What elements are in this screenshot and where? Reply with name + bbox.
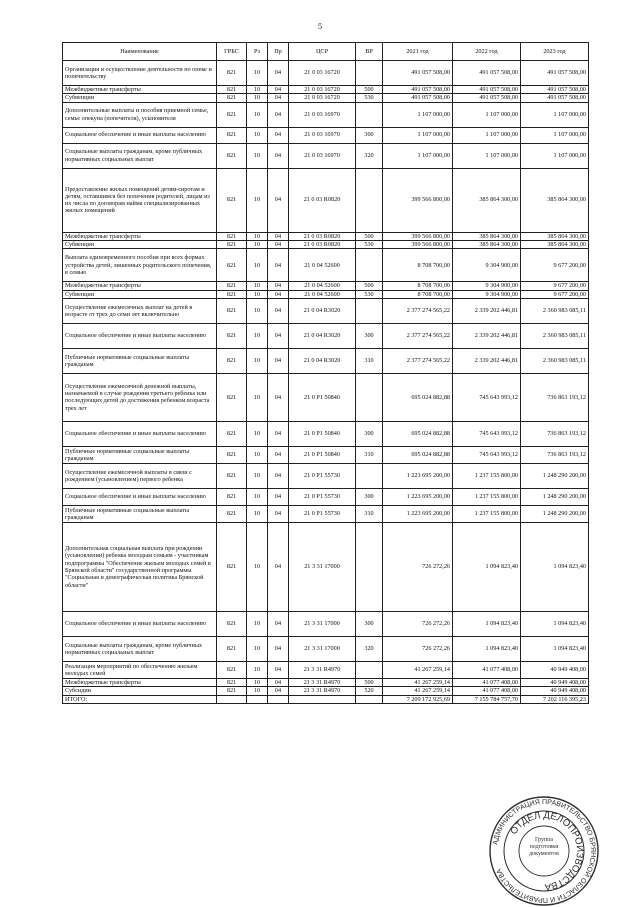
table-row <box>63 61 589 86</box>
row-2021: 491 057 508,00 <box>383 86 453 94</box>
row-vr <box>356 61 383 86</box>
table-row <box>63 240 589 248</box>
row-2023: 40 949 408,00 <box>521 687 589 695</box>
row-rz: 10 <box>247 232 268 240</box>
row-2022: 9 304 900,00 <box>453 290 521 298</box>
row-grbs: 821 <box>217 446 247 463</box>
row-2022: 1 107 000,00 <box>453 143 521 168</box>
total-empty-cell <box>356 695 383 703</box>
table-row <box>63 232 589 240</box>
row-2022: 2 339 202 446,81 <box>453 298 521 323</box>
row-name: Межбюджетные трансферты <box>63 86 217 94</box>
row-vr: 320 <box>356 636 383 661</box>
row-name: Выплата единовременного пособия при всех формах устройства детей, лишенных родительского попечения, в семью <box>63 249 217 282</box>
row-pr: 04 <box>268 446 289 463</box>
office-stamp <box>488 795 600 907</box>
row-2023: 2 360 983 085,11 <box>521 348 589 373</box>
budget-table <box>62 42 589 704</box>
row-2022: 491 057 508,00 <box>453 94 521 102</box>
header-2022: 2022 год <box>453 43 521 61</box>
row-csr: 21 3 31 17000 <box>289 522 356 611</box>
row-2023: 1 248 290 200,00 <box>521 488 589 505</box>
row-pr: 04 <box>268 94 289 102</box>
row-pr: 04 <box>268 282 289 290</box>
row-csr: 21 0 03 16970 <box>289 102 356 127</box>
row-pr: 04 <box>268 505 289 522</box>
row-pr: 04 <box>268 348 289 373</box>
header-name: Наименование <box>63 43 217 61</box>
row-csr: 21 0 03 R0820 <box>289 232 356 240</box>
row-pr: 04 <box>268 373 289 421</box>
row-2021: 695 024 882,88 <box>383 373 453 421</box>
row-grbs: 821 <box>217 636 247 661</box>
row-csr: 21 0 04 52600 <box>289 290 356 298</box>
row-name: Социальные выплаты гражданам, кроме публичных нормативных социальных выплат <box>63 636 217 661</box>
row-2022: 491 057 508,00 <box>453 61 521 86</box>
row-rz: 10 <box>247 678 268 686</box>
row-2023: 1 107 000,00 <box>521 102 589 127</box>
row-rz: 10 <box>247 290 268 298</box>
row-grbs: 821 <box>217 232 247 240</box>
row-2023: 736 863 193,12 <box>521 373 589 421</box>
row-name: Межбюджетные трансферты <box>63 232 217 240</box>
row-csr: 21 0 P1 50840 <box>289 373 356 421</box>
row-rz: 10 <box>247 143 268 168</box>
row-2021: 726 272,26 <box>383 636 453 661</box>
row-pr: 04 <box>268 636 289 661</box>
row-rz: 10 <box>247 373 268 421</box>
row-name: Публичные нормативные социальные выплаты гражданам <box>63 446 217 463</box>
row-csr: 21 0 P1 50840 <box>289 446 356 463</box>
row-grbs: 821 <box>217 463 247 488</box>
row-pr: 04 <box>268 61 289 86</box>
row-2023: 491 057 508,00 <box>521 61 589 86</box>
row-grbs: 821 <box>217 94 247 102</box>
row-2023: 385 864 300,00 <box>521 168 589 232</box>
row-pr: 04 <box>268 488 289 505</box>
row-2021: 2 377 274 565,22 <box>383 348 453 373</box>
row-2021: 41 267 259,14 <box>383 678 453 686</box>
row-2021: 695 024 882,88 <box>383 446 453 463</box>
row-grbs: 821 <box>217 86 247 94</box>
row-2021: 491 057 508,00 <box>383 61 453 86</box>
header-csr: ЦСР <box>289 43 356 61</box>
row-rz: 10 <box>247 94 268 102</box>
table-row <box>63 522 589 611</box>
row-csr: 21 0 04 R3020 <box>289 348 356 373</box>
table-row <box>63 282 589 290</box>
row-2023: 736 863 193,12 <box>521 446 589 463</box>
row-vr: 320 <box>356 143 383 168</box>
row-2021: 8 708 700,00 <box>383 282 453 290</box>
row-pr: 04 <box>268 463 289 488</box>
row-2023: 40 949 408,00 <box>521 661 589 678</box>
row-name: Субсидии <box>63 687 217 695</box>
row-2022: 1 094 823,40 <box>453 636 521 661</box>
row-pr: 04 <box>268 323 289 348</box>
row-pr: 04 <box>268 687 289 695</box>
total-empty-cell <box>217 695 247 703</box>
row-2021: 1 223 695 200,00 <box>383 505 453 522</box>
row-rz: 10 <box>247 86 268 94</box>
row-name: Осуществление ежемесячной выплаты в связи с рождением (усыновлением) первого ребенка <box>63 463 217 488</box>
table-row <box>63 94 589 102</box>
row-rz: 10 <box>247 421 268 446</box>
total-2023: 7 202 116 395,23 <box>521 695 589 703</box>
row-csr: 21 3 31 R4970 <box>289 687 356 695</box>
row-rz: 10 <box>247 168 268 232</box>
row-csr: 21 0 04 52600 <box>289 249 356 282</box>
row-2021: 491 057 508,00 <box>383 94 453 102</box>
row-vr: 500 <box>356 232 383 240</box>
row-2023: 2 360 983 085,11 <box>521 298 589 323</box>
row-csr: 21 3 31 17000 <box>289 636 356 661</box>
table-row <box>63 168 589 232</box>
row-2023: 1 094 823,40 <box>521 522 589 611</box>
row-name: Субвенции <box>63 240 217 248</box>
row-2021: 1 223 695 200,00 <box>383 463 453 488</box>
row-2022: 745 643 993,12 <box>453 421 521 446</box>
row-vr: 530 <box>356 240 383 248</box>
stamp-arc-text: ОТДЕЛ ДЕЛОПРОИЗВОДСТВА <box>508 809 586 893</box>
row-2022: 1 237 155 800,00 <box>453 463 521 488</box>
row-2022: 1 237 155 800,00 <box>453 505 521 522</box>
row-2022: 1 237 155 800,00 <box>453 488 521 505</box>
row-name: Межбюджетные трансферты <box>63 282 217 290</box>
row-csr: 21 3 31 R4970 <box>289 678 356 686</box>
row-rz: 10 <box>247 348 268 373</box>
row-vr: 310 <box>356 446 383 463</box>
row-grbs: 821 <box>217 687 247 695</box>
row-2022: 385 864 300,00 <box>453 168 521 232</box>
row-2023: 1 248 290 200,00 <box>521 463 589 488</box>
row-name: Субвенции <box>63 94 217 102</box>
table-header-row <box>63 43 589 61</box>
table-row <box>63 505 589 522</box>
table-row <box>63 298 589 323</box>
row-rz: 10 <box>247 488 268 505</box>
row-2021: 41 267 259,14 <box>383 687 453 695</box>
row-csr: 21 0 03 16720 <box>289 61 356 86</box>
row-grbs: 821 <box>217 127 247 143</box>
row-grbs: 821 <box>217 282 247 290</box>
row-2022: 1 094 823,40 <box>453 611 521 636</box>
row-2021: 726 272,26 <box>383 611 453 636</box>
row-pr: 04 <box>268 143 289 168</box>
row-2022: 9 304 900,00 <box>453 249 521 282</box>
row-2021: 1 107 000,00 <box>383 102 453 127</box>
row-vr: 300 <box>356 127 383 143</box>
row-rz: 10 <box>247 282 268 290</box>
row-name: Осуществление ежемесячной денежной выплаты, назначаемой в случае рождения третьего ребенка или последующих детей до достижения ребенком возраста трех лет <box>63 373 217 421</box>
row-rz: 10 <box>247 127 268 143</box>
row-pr: 04 <box>268 611 289 636</box>
row-2021: 399 566 800,00 <box>383 232 453 240</box>
row-rz: 10 <box>247 505 268 522</box>
header-grbs: ГРБС <box>217 43 247 61</box>
table-row <box>63 488 589 505</box>
row-rz: 10 <box>247 522 268 611</box>
header-vr: ВР <box>356 43 383 61</box>
row-2023: 1 107 000,00 <box>521 127 589 143</box>
row-rz: 10 <box>247 61 268 86</box>
row-name: Субвенции <box>63 290 217 298</box>
header-pr: Пр <box>268 43 289 61</box>
row-2022: 41 077 408,00 <box>453 687 521 695</box>
row-csr: 21 0 03 16970 <box>289 143 356 168</box>
row-name: Межбюджетные трансферты <box>63 678 217 686</box>
row-rz: 10 <box>247 661 268 678</box>
table-row <box>63 678 589 686</box>
row-vr: 300 <box>356 421 383 446</box>
row-name: Предоставление жилых помещений детям-сиротам и детям, оставшимся без попечения родителей, лицам из их числа по договорам найма специализированных жилых помещений <box>63 168 217 232</box>
total-empty-cell <box>268 695 289 703</box>
table-row <box>63 102 589 127</box>
row-vr: 500 <box>356 282 383 290</box>
table-row <box>63 290 589 298</box>
row-2023: 1 107 000,00 <box>521 143 589 168</box>
row-pr: 04 <box>268 421 289 446</box>
header-rz: Рз <box>247 43 268 61</box>
row-vr: 500 <box>356 86 383 94</box>
table-row <box>63 127 589 143</box>
row-pr: 04 <box>268 290 289 298</box>
table-row <box>63 421 589 446</box>
row-pr: 04 <box>268 86 289 94</box>
row-rz: 10 <box>247 446 268 463</box>
row-grbs: 821 <box>217 61 247 86</box>
row-rz: 10 <box>247 323 268 348</box>
row-2021: 399 566 800,00 <box>383 240 453 248</box>
row-name: Осуществление ежемесячных выплат на детей в возрасте от трех до семи лет включительно <box>63 298 217 323</box>
row-2023: 1 248 290 200,00 <box>521 505 589 522</box>
row-pr: 04 <box>268 168 289 232</box>
total-label: ИТОГО: <box>63 695 217 703</box>
table-row <box>63 687 589 695</box>
table-row <box>63 611 589 636</box>
row-2022: 2 339 202 446,81 <box>453 323 521 348</box>
total-empty-cell <box>289 695 356 703</box>
row-name: Дополнительные выплаты и пособия приемной семье, семье опекуна (попечителя), усыновителя <box>63 102 217 127</box>
row-vr <box>356 298 383 323</box>
row-csr: 21 0 04 R3020 <box>289 323 356 348</box>
row-csr: 21 0 P1 55730 <box>289 488 356 505</box>
row-vr <box>356 522 383 611</box>
header-2023: 2023 год <box>521 43 589 61</box>
total-row <box>63 695 589 703</box>
office-stamp-graphic <box>488 795 600 907</box>
row-grbs: 821 <box>217 298 247 323</box>
row-2021: 8 708 700,00 <box>383 290 453 298</box>
row-2021: 1 223 695 200,00 <box>383 488 453 505</box>
row-2021: 726 272,26 <box>383 522 453 611</box>
row-name: Социальное обеспечение и иные выплаты населению <box>63 421 217 446</box>
row-2022: 41 077 408,00 <box>453 661 521 678</box>
row-rz: 10 <box>247 611 268 636</box>
row-rz: 10 <box>247 636 268 661</box>
row-2022: 745 643 993,12 <box>453 373 521 421</box>
row-csr: 21 0 P1 50840 <box>289 421 356 446</box>
row-grbs: 821 <box>217 348 247 373</box>
row-2022: 491 057 508,00 <box>453 86 521 94</box>
row-grbs: 821 <box>217 323 247 348</box>
table-row <box>63 661 589 678</box>
row-2022: 1 094 823,40 <box>453 522 521 611</box>
row-vr <box>356 373 383 421</box>
row-2023: 9 677 200,00 <box>521 290 589 298</box>
row-2021: 2 377 274 565,22 <box>383 298 453 323</box>
row-2021: 1 107 000,00 <box>383 143 453 168</box>
table-row <box>63 249 589 282</box>
header-2021: 2021 год <box>383 43 453 61</box>
row-grbs: 821 <box>217 102 247 127</box>
row-2022: 385 864 300,00 <box>453 232 521 240</box>
row-2023: 385 864 300,00 <box>521 240 589 248</box>
row-csr: 21 0 03 16720 <box>289 86 356 94</box>
row-2023: 736 863 193,12 <box>521 421 589 446</box>
stamp-center-text: Группа подготовки документов <box>529 837 559 857</box>
row-grbs: 821 <box>217 661 247 678</box>
row-name: Социальные выплаты гражданам, кроме публичных нормативных социальных выплат <box>63 143 217 168</box>
row-grbs: 821 <box>217 168 247 232</box>
row-pr: 04 <box>268 678 289 686</box>
row-csr: 21 0 P1 55730 <box>289 463 356 488</box>
row-2022: 745 643 993,12 <box>453 446 521 463</box>
table-row <box>63 323 589 348</box>
row-vr <box>356 661 383 678</box>
table-row <box>63 348 589 373</box>
row-grbs: 821 <box>217 249 247 282</box>
table-row <box>63 143 589 168</box>
row-2022: 1 107 000,00 <box>453 127 521 143</box>
row-2021: 399 566 800,00 <box>383 168 453 232</box>
row-csr: 21 0 P1 55730 <box>289 505 356 522</box>
row-2023: 9 677 200,00 <box>521 282 589 290</box>
row-csr: 21 0 04 52600 <box>289 282 356 290</box>
row-vr: 300 <box>356 488 383 505</box>
row-2022: 1 107 000,00 <box>453 102 521 127</box>
row-name: Социальное обеспечение и иные выплаты населению <box>63 127 217 143</box>
row-grbs: 821 <box>217 611 247 636</box>
row-2022: 2 339 202 446,81 <box>453 348 521 373</box>
row-vr: 530 <box>356 94 383 102</box>
row-csr: 21 3 31 R4970 <box>289 661 356 678</box>
row-vr <box>356 102 383 127</box>
row-grbs: 821 <box>217 678 247 686</box>
row-csr: 21 0 03 R0820 <box>289 168 356 232</box>
row-name: Социальное обеспечение и иные выплаты населению <box>63 323 217 348</box>
row-name: Дополнительная социальная выплата при рождении (усыновлении) ребенка молодым семьям - участникам подпрограммы "Обеспечение жильем молодых семей в Брянской области" государственной программы "Социальная и демографическая политика Брянской области" <box>63 522 217 611</box>
total-empty-cell <box>247 695 268 703</box>
row-rz: 10 <box>247 249 268 282</box>
row-2023: 1 094 823,40 <box>521 636 589 661</box>
row-vr: 300 <box>356 611 383 636</box>
row-2023: 40 949 408,00 <box>521 678 589 686</box>
table-row <box>63 463 589 488</box>
row-2023: 491 057 508,00 <box>521 94 589 102</box>
row-pr: 04 <box>268 661 289 678</box>
row-csr: 21 0 03 R0820 <box>289 240 356 248</box>
table-row <box>63 636 589 661</box>
row-grbs: 821 <box>217 143 247 168</box>
row-2021: 41 267 259,14 <box>383 661 453 678</box>
row-2022: 385 864 300,00 <box>453 240 521 248</box>
row-rz: 10 <box>247 240 268 248</box>
table-row <box>63 373 589 421</box>
row-grbs: 821 <box>217 240 247 248</box>
row-2023: 2 360 983 085,11 <box>521 323 589 348</box>
row-grbs: 821 <box>217 421 247 446</box>
row-name: Социальное обеспечение и иные выплаты населению <box>63 488 217 505</box>
table-row <box>63 446 589 463</box>
row-vr: 520 <box>356 687 383 695</box>
row-2023: 385 864 300,00 <box>521 232 589 240</box>
row-name: Реализация мероприятий по обеспечению жильем молодых семей <box>63 661 217 678</box>
table-row <box>63 86 589 94</box>
row-pr: 04 <box>268 127 289 143</box>
total-2022: 7 155 784 757,70 <box>453 695 521 703</box>
row-vr: 500 <box>356 678 383 686</box>
row-2023: 1 094 823,40 <box>521 611 589 636</box>
row-2022: 41 077 408,00 <box>453 678 521 686</box>
row-csr: 21 3 31 17000 <box>289 611 356 636</box>
row-name: Организация и осуществление деятельности по опеке и попечительству <box>63 61 217 86</box>
row-pr: 04 <box>268 249 289 282</box>
row-vr: 310 <box>356 348 383 373</box>
row-pr: 04 <box>268 240 289 248</box>
row-csr: 21 0 03 16720 <box>289 94 356 102</box>
row-2023: 491 057 508,00 <box>521 86 589 94</box>
row-rz: 10 <box>247 687 268 695</box>
row-vr <box>356 463 383 488</box>
row-2021: 2 377 274 565,22 <box>383 323 453 348</box>
row-2023: 9 677 200,00 <box>521 249 589 282</box>
row-name: Публичные нормативные социальные выплаты гражданам <box>63 505 217 522</box>
row-rz: 10 <box>247 463 268 488</box>
page-number: 5 <box>318 22 322 31</box>
row-pr: 04 <box>268 232 289 240</box>
row-vr: 530 <box>356 290 383 298</box>
row-grbs: 821 <box>217 488 247 505</box>
row-vr <box>356 249 383 282</box>
row-vr <box>356 168 383 232</box>
row-rz: 10 <box>247 102 268 127</box>
row-name: Социальное обеспечение и иные выплаты населению <box>63 611 217 636</box>
row-pr: 04 <box>268 102 289 127</box>
row-grbs: 821 <box>217 522 247 611</box>
row-csr: 21 0 03 16970 <box>289 127 356 143</box>
row-pr: 04 <box>268 522 289 611</box>
row-grbs: 821 <box>217 290 247 298</box>
row-rz: 10 <box>247 298 268 323</box>
row-grbs: 821 <box>217 373 247 421</box>
row-2022: 9 304 900,00 <box>453 282 521 290</box>
row-vr: 310 <box>356 505 383 522</box>
row-csr: 21 0 04 R3020 <box>289 298 356 323</box>
row-2021: 8 708 700,00 <box>383 249 453 282</box>
total-2021: 7 209 172 925,69 <box>383 695 453 703</box>
row-name: Публичные нормативные социальные выплаты гражданам <box>63 348 217 373</box>
row-vr: 300 <box>356 323 383 348</box>
stamp-ring-text: АДМИНИСТРАЦИЯ ПРАВИТЕЛЬСТВО БРЯНСКОЙ ОБЛАСТИ И ПРАВИТЕЛЬСТВА <box>492 798 597 904</box>
row-grbs: 821 <box>217 505 247 522</box>
row-pr: 04 <box>268 298 289 323</box>
row-2021: 695 024 882,88 <box>383 421 453 446</box>
row-2021: 1 107 000,00 <box>383 127 453 143</box>
